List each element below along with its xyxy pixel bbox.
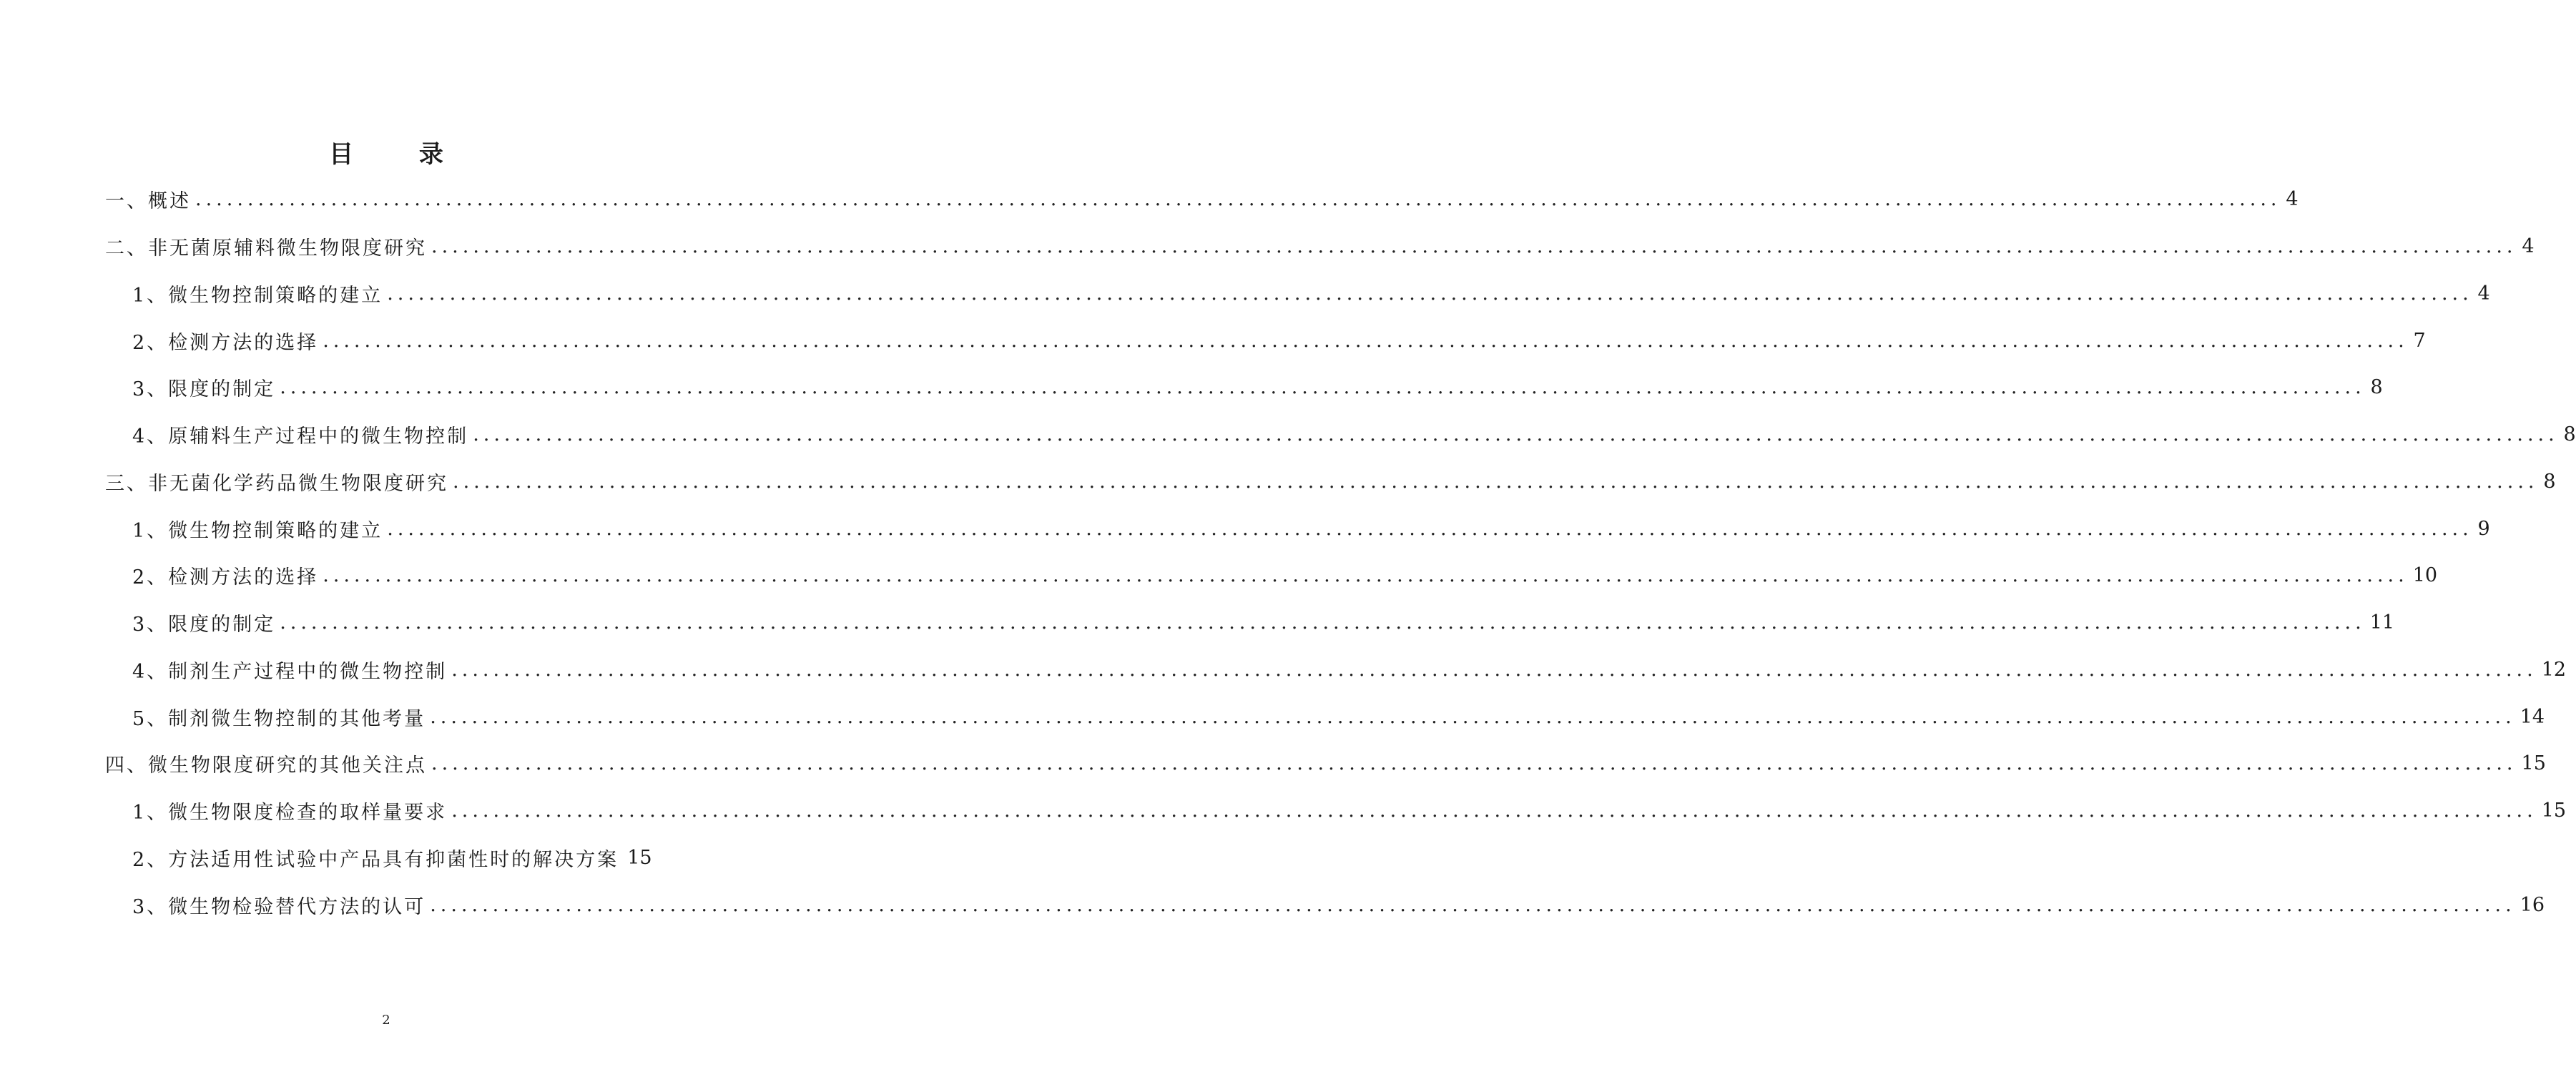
toc-entry-page: 4: [2286, 188, 2299, 211]
toc-dot-leader: ........................................................................................................................................................................................................: [431, 235, 2517, 258]
toc-subsection-entry[interactable]: [105, 599, 2395, 646]
toc-entry-label: 1、微生物控制策略的建立: [132, 284, 383, 307]
toc-dot-leader: ........................................................................................................................................................................................................: [430, 705, 2516, 728]
toc-entry-page: 8: [2370, 376, 2383, 399]
toc-dot-leader: ........................................................................................................................................................................................................: [473, 423, 2559, 446]
toc-dot-leader: ........................................................................................................................................................................................................: [280, 611, 2366, 634]
toc-dot-leader: ........................................................................................................................................................................................................: [195, 188, 2281, 211]
toc-entry-label: 2、方法适用性试验中产品具有抑菌性时的解决方案: [132, 848, 619, 871]
toc-entry-page: 16: [2520, 893, 2545, 916]
toc-dot-leader: ........................................................................................................................................................................................................: [430, 893, 2516, 916]
toc-subsection-entry[interactable]: [105, 881, 2545, 928]
toc-subsection-entry[interactable]: [105, 317, 2426, 364]
toc-section-entry[interactable]: [105, 176, 2299, 223]
toc-subsection-entry[interactable]: [105, 411, 2576, 458]
toc-entry-page: 9: [2477, 517, 2490, 540]
toc-entry-page: 10: [2412, 564, 2438, 587]
toc-entry-page: 14: [2520, 705, 2545, 728]
toc-entry-label: 一、概述: [105, 190, 191, 213]
toc-dot-leader: ........................................................................................................................................................................................................: [323, 564, 2409, 587]
toc-entry-label: 3、限度的制定: [132, 378, 276, 401]
page-number: 2: [382, 1013, 390, 1028]
toc-entry-label: 4、制剂生产过程中的微生物控制: [132, 660, 448, 683]
toc-entry-page: 4: [2522, 235, 2535, 258]
toc-dot-leader: ........................................................................................................................................................................................................: [431, 752, 2517, 775]
toc-entry-page: 11: [2369, 611, 2395, 634]
toc-entry-label: 二、非无菌原辅料微生物限度研究: [105, 237, 427, 260]
toc-subsection-entry[interactable]: [105, 270, 2490, 318]
toc-entry-label: 3、限度的制定: [132, 614, 276, 636]
toc-entry-page: 4: [2477, 282, 2490, 305]
toc-dot-leader: ........................................................................................................................................................................................................: [280, 376, 2366, 399]
toc-subsection-entry[interactable]: [105, 787, 2567, 835]
toc-entry-label: 1、微生物控制策略的建立: [132, 519, 383, 542]
toc-entry-label: 3、微生物检验替代方法的认可: [132, 895, 426, 918]
toc-entry-label: 1、微生物限度检查的取样量要求: [132, 802, 448, 825]
toc-entry-page: 15: [2521, 752, 2546, 775]
toc-entry-page: 15: [2541, 800, 2567, 822]
toc-entry-page: 7: [2413, 329, 2426, 352]
toc-dot-leader: ........................................................................................................................................................................................................: [323, 329, 2409, 352]
toc-subsection-entry[interactable]: [105, 646, 2567, 694]
toc-entry-page: 15: [627, 846, 652, 869]
toc-entry-label: 四、微生物限度研究的其他关注点: [105, 754, 427, 777]
toc-subsection-entry[interactable]: [105, 552, 2438, 599]
toc-entry-page: 8: [2563, 423, 2576, 446]
toc-dot-leader: ........................................................................................................................................................................................................: [387, 282, 2473, 305]
toc-dot-leader: ........................................................................................................................................................................................................: [387, 517, 2473, 540]
toc-dot-leader: ........................................................................................................................................................................................................: [453, 470, 2539, 493]
toc-title: 目 录: [329, 140, 472, 169]
toc-entry-label: 2、检测方法的选择: [132, 566, 319, 589]
toc-subsection-entry[interactable]: [105, 505, 2490, 552]
toc-entry-label: 4、原辅料生产过程中的微生物控制: [132, 426, 469, 448]
table-of-contents: [105, 176, 2576, 928]
toc-entry-label: 三、非无菌化学药品微生物限度研究: [105, 472, 448, 495]
toc-entry-label: 2、检测方法的选择: [132, 331, 319, 354]
toc-section-entry[interactable]: [105, 740, 2546, 787]
toc-section-entry[interactable]: [105, 223, 2535, 270]
toc-subsection-entry[interactable]: [105, 835, 652, 882]
toc-dot-leader: ........................................................................................................................................................................................................: [451, 800, 2537, 822]
toc-entry-page: 12: [2541, 658, 2567, 681]
toc-subsection-entry[interactable]: [105, 364, 2383, 411]
toc-entry-label: 5、制剂微生物控制的其他考量: [132, 707, 426, 730]
toc-entry-page: 8: [2543, 470, 2556, 493]
toc-dot-leader: ........................................................................................................................................................................................................: [451, 658, 2537, 681]
toc-section-entry[interactable]: [105, 458, 2556, 506]
toc-subsection-entry[interactable]: [105, 693, 2545, 740]
